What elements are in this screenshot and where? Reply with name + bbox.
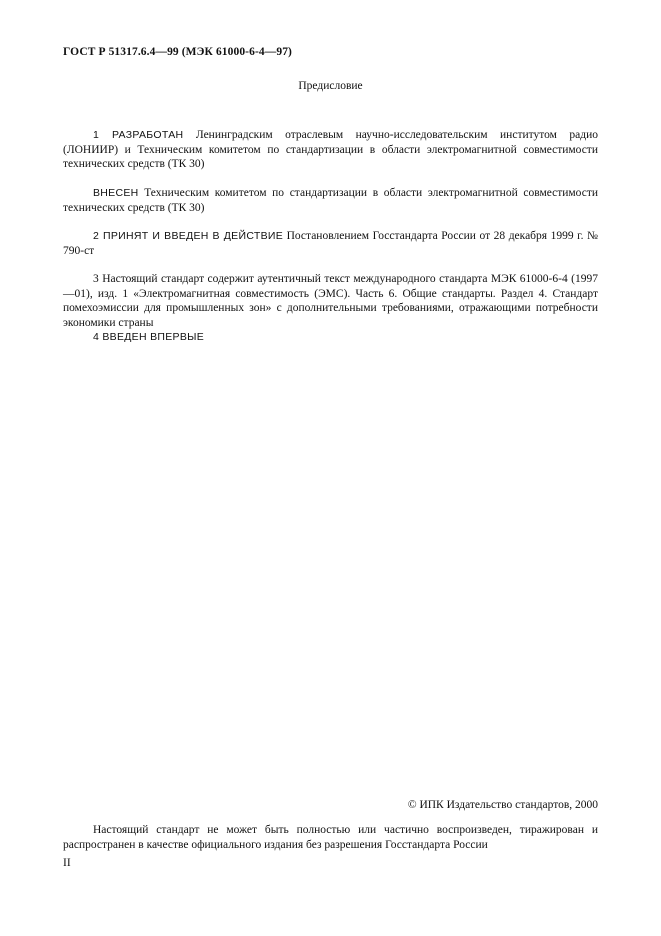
paragraph-text: Ленинградским отраслевым научно-исследовательским институтом радио (ЛОНИИР) и Техническим комитетом по стандартизации в области электромагнитной совместимости технических средств (ТК 30) <box>63 129 599 170</box>
paragraph-lead: ВНЕСЕН <box>93 187 139 199</box>
copyright-line: © ИПК Издательство стандартов, 2000 <box>407 799 598 811</box>
paragraph-authentic-text <box>63 272 598 330</box>
paragraph-lead: 1 РАЗРАБОТАН <box>93 129 184 141</box>
paragraph-text: Техническим комитетом по стандартизации в области электромагнитной совместимости технических средств (ТК 30) <box>63 187 598 214</box>
reproduction-notice: Настоящий стандарт не может быть полностью или частично воспроизведен, тиражирован и распространен в качестве официального издания без разрешения Госстандарта России <box>63 824 598 851</box>
paragraph-lead: 4 ВВЕДЕН ВПЕРВЫЕ <box>93 331 205 343</box>
page-title: Предисловие <box>298 80 363 92</box>
paragraph-adopted <box>63 229 598 258</box>
paragraph-text: 3 Настоящий стандарт содержит аутентичный текст международного стандарта МЭК 61000-6-4 (1997—01), изд. 1 «Электромагнитная совместимость (ЭМС). Часть 6. Общие стандарты. Раздел 4. Стандарт помехоэмиссии для промышленных зон» с дополнительными требованиями, отражающими потребности экономики страны <box>63 273 598 329</box>
paragraph-submitted <box>63 186 598 215</box>
paragraph-developed <box>63 128 598 172</box>
paragraph-text: Постановлением Госстандарта России от 28 декабря 1999 г. № 790-ст <box>63 230 599 257</box>
paragraph-lead: 2 ПРИНЯТ И ВВЕДЕН В ДЕЙСТВИЕ <box>93 230 284 242</box>
paragraph-first-introduced <box>63 330 598 345</box>
document-designation: ГОСТ Р 51317.6.4—99 (МЭК 61000-6-4—97) <box>63 46 292 58</box>
page-number: II <box>63 857 71 869</box>
